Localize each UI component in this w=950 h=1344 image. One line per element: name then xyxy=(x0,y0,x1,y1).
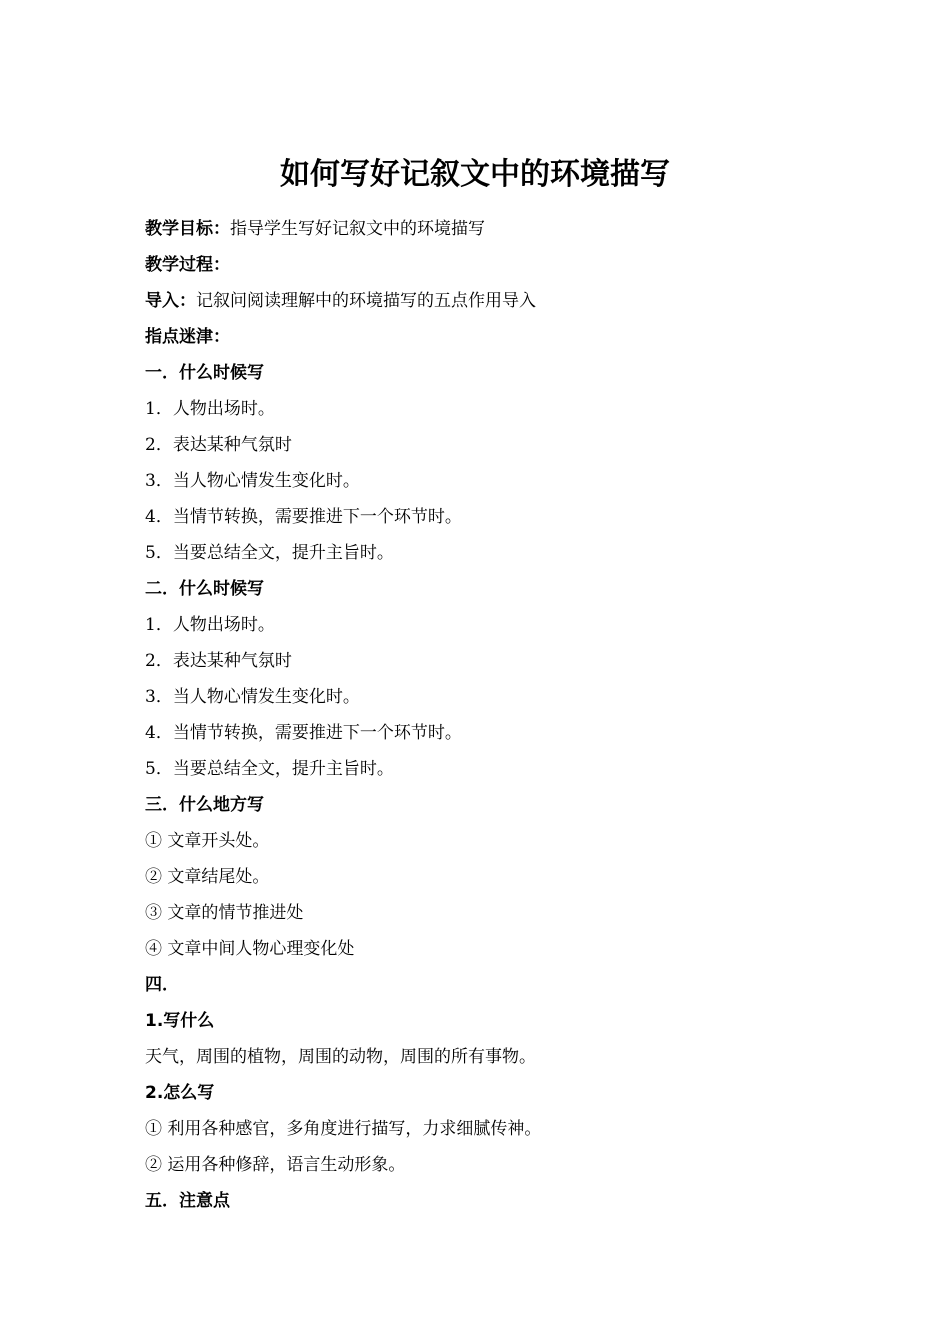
section1-heading: 一．什么时候写 xyxy=(145,363,264,383)
list-item: 4．当情节转换，需要推进下一个环节时。 xyxy=(145,723,462,743)
list-item: ① 利用各种感官，多角度进行描写，力求细腻传神。 xyxy=(145,1119,542,1139)
document-title: 如何写好记叙文中的环境描写 xyxy=(280,157,670,192)
guide-label: 指点迷津： xyxy=(145,327,230,347)
list-item: ④ 文章中间人物心理变化处 xyxy=(145,939,355,959)
section3-heading: 三．什么地方写 xyxy=(145,795,264,815)
list-item: 4．当情节转换，需要推进下一个环节时。 xyxy=(145,507,462,527)
list-item: 5．当要总结全文，提升主旨时。 xyxy=(145,759,394,779)
section4-sub2-heading: 2.怎么写 xyxy=(145,1083,215,1103)
section4-heading: 四． xyxy=(145,975,179,995)
list-item: 5．当要总结全文，提升主旨时。 xyxy=(145,543,394,563)
section4-sub1-heading: 1.写什么 xyxy=(145,1011,215,1031)
list-item: ② 文章结尾处。 xyxy=(145,867,270,887)
list-item: 3．当人物心情发生变化时。 xyxy=(145,687,360,707)
list-item: 1．人物出场时。 xyxy=(145,399,275,419)
list-item: ③ 文章的情节推进处 xyxy=(145,903,304,923)
objective-label: 教学目标： xyxy=(145,219,230,239)
process-label: 教学过程： xyxy=(145,255,230,275)
list-item: 2．表达某种气氛时 xyxy=(145,435,292,455)
objective-text: 指导学生写好记叙文中的环境描写 xyxy=(230,219,485,239)
document-body xyxy=(145,211,825,1219)
list-item: ① 文章开头处。 xyxy=(145,831,270,851)
intro-line xyxy=(145,283,825,319)
section2-heading: 二．什么时候写 xyxy=(145,579,264,599)
list-item: 3．当人物心情发生变化时。 xyxy=(145,471,360,491)
section5-heading: 五．注意点 xyxy=(145,1191,230,1211)
intro-text: 记叙问阅读理解中的环境描写的五点作用导入 xyxy=(196,291,536,311)
list-item: 2．表达某种气氛时 xyxy=(145,651,292,671)
list-item: ② 运用各种修辞，语言生动形象。 xyxy=(145,1155,406,1175)
objective-line xyxy=(145,211,825,247)
intro-label: 导入： xyxy=(145,291,196,311)
list-item: 1．人物出场时。 xyxy=(145,615,275,635)
section4-sub1-text: 天气，周围的植物，周围的动物，周围的所有事物。 xyxy=(145,1047,536,1067)
